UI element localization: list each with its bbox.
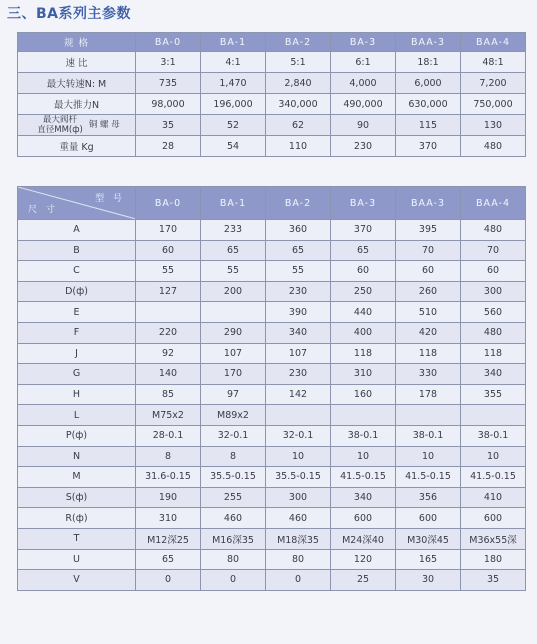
table-row xyxy=(18,240,526,261)
table-row xyxy=(18,549,526,570)
row-label xyxy=(18,115,136,136)
table-cell: 70 xyxy=(396,240,461,261)
table-cell: 0 xyxy=(136,570,201,591)
table-cell: 260 xyxy=(396,281,461,302)
table-cell: 48:1 xyxy=(461,52,526,73)
table-cell: 35 xyxy=(136,115,201,136)
table-cell: 28 xyxy=(136,136,201,157)
table-cell: 140 xyxy=(136,364,201,385)
table-row xyxy=(18,405,526,426)
table-cell: 35 xyxy=(461,570,526,591)
table-cell xyxy=(136,302,201,323)
row-label: 重量 Kg xyxy=(18,136,136,157)
row-label-side: 铜 螺 母 xyxy=(88,120,120,130)
table-cell: M16深35 xyxy=(201,528,266,549)
table-cell: 630,000 xyxy=(396,94,461,115)
table-cell: 98,000 xyxy=(136,94,201,115)
row-label: B xyxy=(18,240,136,261)
table-cell: 55 xyxy=(136,261,201,282)
table-row xyxy=(18,528,526,549)
table-row xyxy=(18,136,526,157)
model-header: BA-1 xyxy=(201,33,266,52)
table-cell: 2,840 xyxy=(266,73,331,94)
table-cell: 480 xyxy=(461,220,526,241)
table-cell: 127 xyxy=(136,281,201,302)
row-label-line2: 直径MM(ф) xyxy=(37,125,83,135)
table-cell: 118 xyxy=(461,343,526,364)
model-header: BA-3 xyxy=(331,33,396,52)
table-cell xyxy=(396,405,461,426)
model-header: BAA-3 xyxy=(396,33,461,52)
table-row xyxy=(18,302,526,323)
table-row xyxy=(18,281,526,302)
table-cell: M30深45 xyxy=(396,528,461,549)
page-title: 三、BA系列主参数 xyxy=(7,6,132,22)
table-cell: 340 xyxy=(461,364,526,385)
table-cell: 55 xyxy=(266,261,331,282)
table-cell: 120 xyxy=(331,549,396,570)
table-cell: M89x2 xyxy=(201,405,266,426)
row-label: V xyxy=(18,570,136,591)
row-label: U xyxy=(18,549,136,570)
table-row xyxy=(18,446,526,467)
table-cell: 165 xyxy=(396,549,461,570)
table-cell: 460 xyxy=(266,508,331,529)
table-cell: 8 xyxy=(201,446,266,467)
table-cell: 395 xyxy=(396,220,461,241)
table-cell: 35.5-0.15 xyxy=(201,467,266,488)
table-cell: 142 xyxy=(266,384,331,405)
table-cell: 480 xyxy=(461,322,526,343)
table-cell: 420 xyxy=(396,322,461,343)
table-cell: M12深25 xyxy=(136,528,201,549)
table-cell: 560 xyxy=(461,302,526,323)
table-cell: 460 xyxy=(201,508,266,529)
table-row xyxy=(18,322,526,343)
table-cell: 65 xyxy=(201,240,266,261)
row-label: S(ф) xyxy=(18,487,136,508)
row-label: 速 比 xyxy=(18,52,136,73)
table-cell: 107 xyxy=(201,343,266,364)
table-cell: 5:1 xyxy=(266,52,331,73)
table-cell: 180 xyxy=(461,549,526,570)
table-cell: 480 xyxy=(461,136,526,157)
table-cell: 255 xyxy=(201,487,266,508)
table-cell: 31.6-0.15 xyxy=(136,467,201,488)
table-cell: 41.5-0.15 xyxy=(396,467,461,488)
table-row xyxy=(18,467,526,488)
table-cell: 735 xyxy=(136,73,201,94)
table-row xyxy=(18,343,526,364)
table-cell: 310 xyxy=(331,364,396,385)
table-row xyxy=(18,73,526,94)
corner-bottom-label: 尺 寸 xyxy=(28,205,58,215)
corner-top-label: 型 号 xyxy=(95,194,125,204)
model-header: BA-3 xyxy=(331,187,396,220)
model-header: BA-2 xyxy=(266,33,331,52)
table-cell: 38-0.1 xyxy=(331,425,396,446)
table-row xyxy=(18,364,526,385)
corner-header xyxy=(18,187,136,220)
table-header-row xyxy=(18,33,526,52)
table-row xyxy=(18,94,526,115)
table-cell: 7,200 xyxy=(461,73,526,94)
table-header-row xyxy=(18,187,526,220)
table-cell: 490,000 xyxy=(331,94,396,115)
table-cell: 6:1 xyxy=(331,52,396,73)
table-cell: 62 xyxy=(266,115,331,136)
main-parameters-table xyxy=(17,32,526,157)
table-row xyxy=(18,487,526,508)
table-cell: 38-0.1 xyxy=(396,425,461,446)
table-cell: 60 xyxy=(331,261,396,282)
table-row xyxy=(18,115,526,136)
table-cell: 18:1 xyxy=(396,52,461,73)
spec-header: 规 格 xyxy=(18,33,136,52)
table-cell: 4,000 xyxy=(331,73,396,94)
table-cell: 310 xyxy=(136,508,201,529)
row-label: N xyxy=(18,446,136,467)
table-cell: 170 xyxy=(136,220,201,241)
row-label: T xyxy=(18,528,136,549)
table-cell: 10 xyxy=(331,446,396,467)
table-cell: 356 xyxy=(396,487,461,508)
table-cell: 4:1 xyxy=(201,52,266,73)
table-cell: 110 xyxy=(266,136,331,157)
table-cell: 340,000 xyxy=(266,94,331,115)
table-cell: 115 xyxy=(396,115,461,136)
table-cell: M36x55深 xyxy=(461,528,526,549)
table-cell: 107 xyxy=(266,343,331,364)
table-cell: 440 xyxy=(331,302,396,323)
table-cell: 10 xyxy=(396,446,461,467)
table-cell: 97 xyxy=(201,384,266,405)
row-label: H xyxy=(18,384,136,405)
table-cell: 10 xyxy=(266,446,331,467)
table-cell: 0 xyxy=(266,570,331,591)
model-header: BA-0 xyxy=(136,187,201,220)
table-cell: 233 xyxy=(201,220,266,241)
table-cell: 38-0.1 xyxy=(461,425,526,446)
table-row xyxy=(18,261,526,282)
table-cell: 30 xyxy=(396,570,461,591)
table-cell: 510 xyxy=(396,302,461,323)
row-label: J xyxy=(18,343,136,364)
table-cell: 230 xyxy=(331,136,396,157)
table-cell: 10 xyxy=(461,446,526,467)
row-label: 最大转速N: M xyxy=(18,73,136,94)
table-cell: 80 xyxy=(266,549,331,570)
table-cell: 60 xyxy=(396,261,461,282)
table-cell: 600 xyxy=(331,508,396,529)
table-cell xyxy=(331,405,396,426)
table-cell: 65 xyxy=(136,549,201,570)
table-cell: 35.5-0.15 xyxy=(266,467,331,488)
table-cell: 370 xyxy=(396,136,461,157)
table-cell: 230 xyxy=(266,281,331,302)
table-cell: 600 xyxy=(461,508,526,529)
table-cell: 230 xyxy=(266,364,331,385)
row-label: L xyxy=(18,405,136,426)
table-cell: 290 xyxy=(201,322,266,343)
table-cell: M18深35 xyxy=(266,528,331,549)
table-cell: 55 xyxy=(201,261,266,282)
table-cell: 8 xyxy=(136,446,201,467)
model-header: BAA-3 xyxy=(396,187,461,220)
model-header: BAA-4 xyxy=(461,187,526,220)
table-cell: 370 xyxy=(331,220,396,241)
table-row xyxy=(18,508,526,529)
row-label: P(ф) xyxy=(18,425,136,446)
table-cell: 52 xyxy=(201,115,266,136)
table-cell: 600 xyxy=(396,508,461,529)
row-label: E xyxy=(18,302,136,323)
table-cell: 300 xyxy=(461,281,526,302)
table-cell: 200 xyxy=(201,281,266,302)
row-label: R(ф) xyxy=(18,508,136,529)
table-row xyxy=(18,52,526,73)
table-cell: 25 xyxy=(331,570,396,591)
table-cell: M75x2 xyxy=(136,405,201,426)
table-cell: 60 xyxy=(136,240,201,261)
row-label-line1: 最大阀杆 xyxy=(43,115,78,125)
table-cell: 220 xyxy=(136,322,201,343)
table-cell: 355 xyxy=(461,384,526,405)
table-cell: 196,000 xyxy=(201,94,266,115)
table-cell: 1,470 xyxy=(201,73,266,94)
model-header: BA-0 xyxy=(136,33,201,52)
table-cell: 54 xyxy=(201,136,266,157)
table-cell: 70 xyxy=(461,240,526,261)
table-cell xyxy=(201,302,266,323)
row-label: D(ф) xyxy=(18,281,136,302)
table-cell: 360 xyxy=(266,220,331,241)
table-cell: 250 xyxy=(331,281,396,302)
table-cell: 92 xyxy=(136,343,201,364)
table-cell: 41.5-0.15 xyxy=(331,467,396,488)
table-cell: 65 xyxy=(266,240,331,261)
table-row xyxy=(18,220,526,241)
table-cell: 118 xyxy=(396,343,461,364)
table-cell: 85 xyxy=(136,384,201,405)
table-cell: 60 xyxy=(461,261,526,282)
table-cell xyxy=(266,405,331,426)
row-label: C xyxy=(18,261,136,282)
table-cell: 190 xyxy=(136,487,201,508)
table-cell: 160 xyxy=(331,384,396,405)
table-cell: 28-0.1 xyxy=(136,425,201,446)
table-cell: M24深40 xyxy=(331,528,396,549)
table-cell: 65 xyxy=(331,240,396,261)
table-cell: 170 xyxy=(201,364,266,385)
dimensions-table xyxy=(17,186,526,591)
table-cell: 178 xyxy=(396,384,461,405)
table-cell: 0 xyxy=(201,570,266,591)
table-cell: 3:1 xyxy=(136,52,201,73)
model-header: BAA-4 xyxy=(461,33,526,52)
table-cell: 6,000 xyxy=(396,73,461,94)
table-cell: 300 xyxy=(266,487,331,508)
table-cell: 130 xyxy=(461,115,526,136)
row-label: M xyxy=(18,467,136,488)
model-header: BA-1 xyxy=(201,187,266,220)
table-cell: 410 xyxy=(461,487,526,508)
table-row xyxy=(18,384,526,405)
table-row xyxy=(18,570,526,591)
table-cell: 32-0.1 xyxy=(266,425,331,446)
row-label: 最大推力N xyxy=(18,94,136,115)
table-cell: 118 xyxy=(331,343,396,364)
table-cell: 340 xyxy=(331,487,396,508)
table-cell xyxy=(461,405,526,426)
table-cell: 90 xyxy=(331,115,396,136)
table-cell: 330 xyxy=(396,364,461,385)
row-label: F xyxy=(18,322,136,343)
table-cell: 80 xyxy=(201,549,266,570)
table-cell: 340 xyxy=(266,322,331,343)
row-label: A xyxy=(18,220,136,241)
table-cell: 390 xyxy=(266,302,331,323)
table-cell: 41.5-0.15 xyxy=(461,467,526,488)
table-cell: 32-0.1 xyxy=(201,425,266,446)
table-cell: 750,000 xyxy=(461,94,526,115)
row-label: G xyxy=(18,364,136,385)
table-row xyxy=(18,425,526,446)
table-cell: 400 xyxy=(331,322,396,343)
model-header: BA-2 xyxy=(266,187,331,220)
